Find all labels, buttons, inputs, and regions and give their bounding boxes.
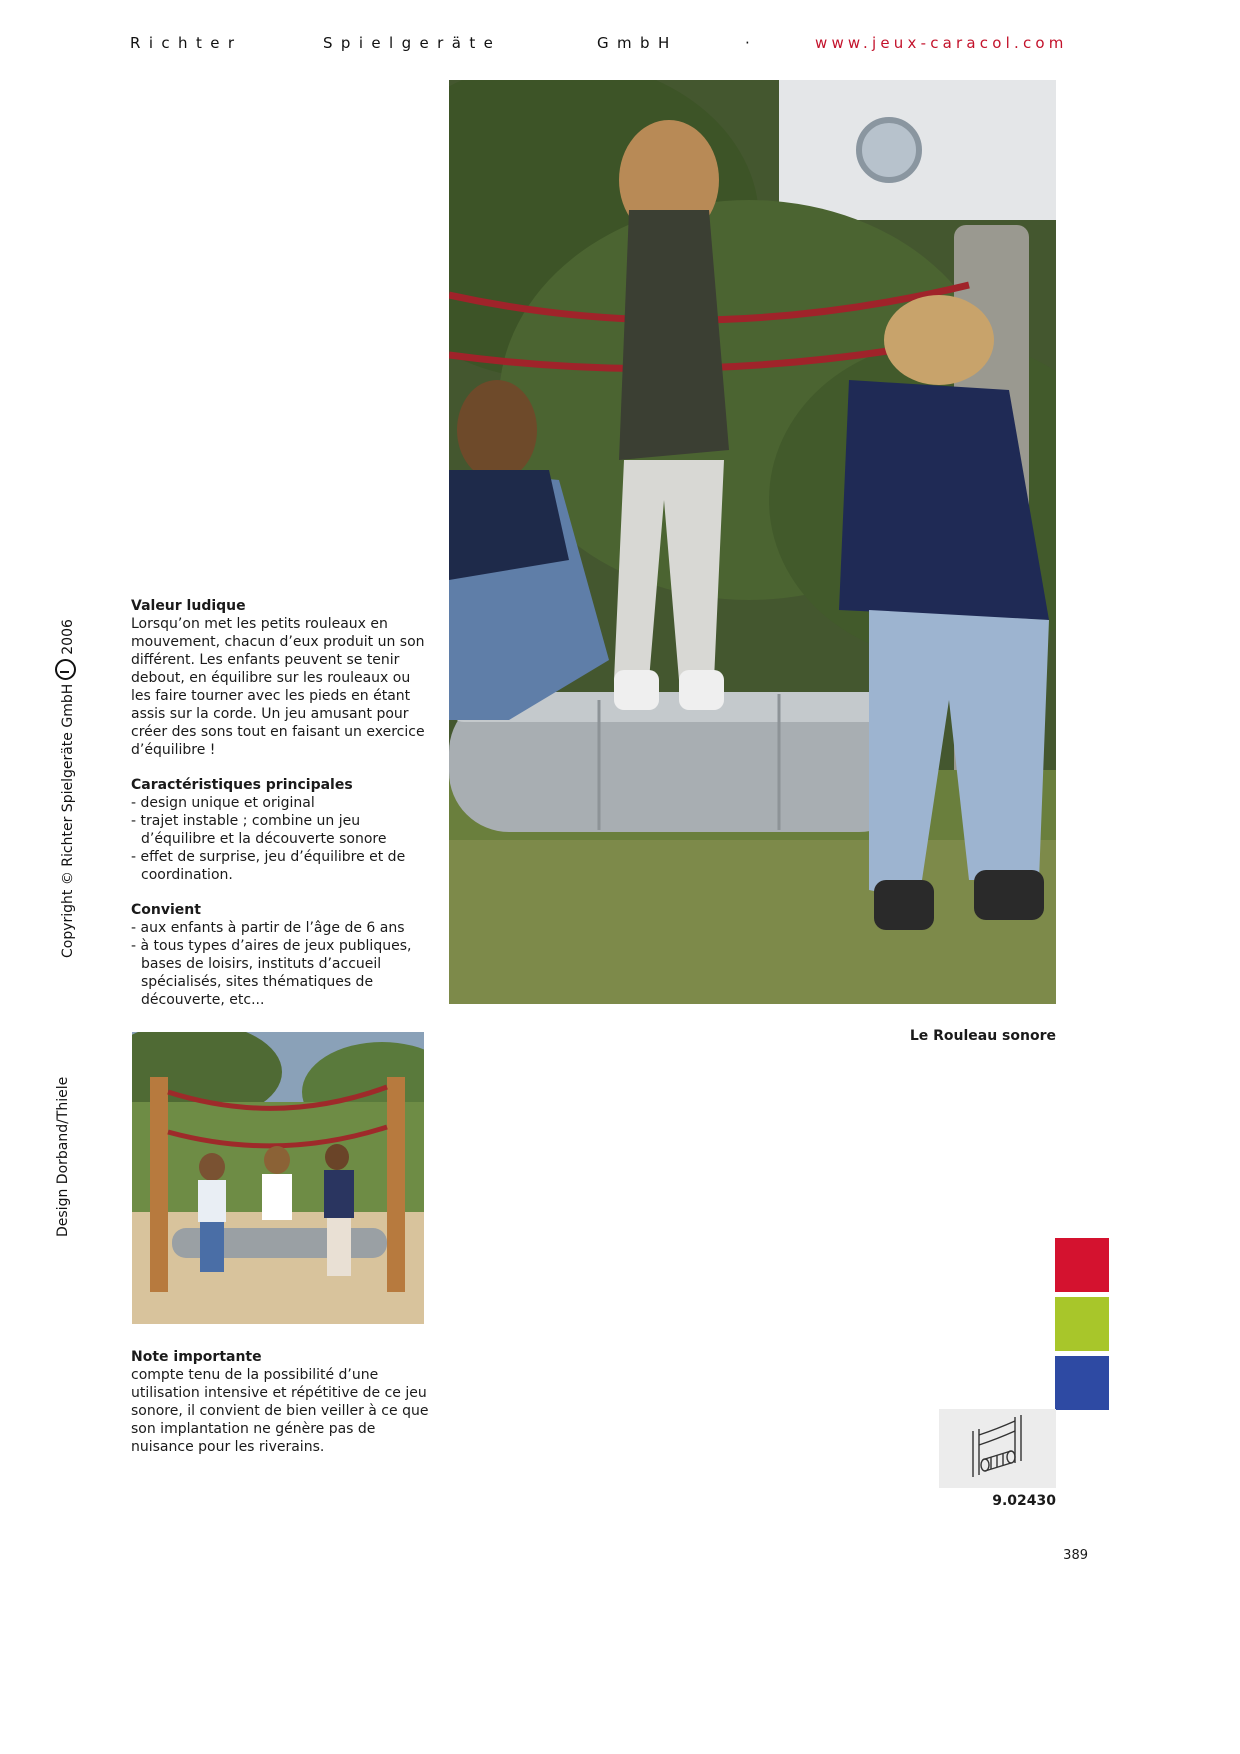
secondary-photo-illustration [132, 1032, 424, 1324]
list-item: - à tous types d’aires de jeux publiques, bases de loisirs, instituts d’accueil spécialisés, sites thématiques de découverte, etc... [131, 938, 412, 1008]
section-note-importante [131, 1348, 431, 1456]
richter-logo-icon [55, 659, 76, 680]
category-tab-red [1055, 1238, 1109, 1292]
header-company-richter: Richter [130, 34, 243, 52]
list-item: - aux enfants à partir de l’âge de 6 ans [131, 920, 405, 936]
header-company-spielgerate: Spielgeräte [323, 34, 502, 52]
section-valeur-ludique [131, 597, 431, 759]
list-item: - design unique et original [131, 795, 315, 811]
header-website-link[interactable]: www.jeux-caracol.com [815, 34, 1068, 52]
category-tab-blue [1055, 1356, 1109, 1410]
product-pictogram [939, 1409, 1056, 1488]
page-number: 389 [1063, 1548, 1088, 1563]
list-item: - effet de surprise, jeu d’équilibre et de coordination. [131, 849, 406, 883]
suitability-list [131, 919, 431, 1009]
header-separator: · [745, 34, 750, 52]
section-title: Note importante [131, 1349, 262, 1365]
main-photo-illustration [449, 80, 1056, 1004]
section-caracteristiques [131, 776, 431, 884]
section-title: Convient [131, 902, 201, 918]
section-text: compte tenu de la possibilité d’une utilisation intensive et répétitive de ce jeu sonore, il convient de bien veiller à ce que son implantation ne génère pas de nuisance pour les riverains. [131, 1367, 429, 1455]
copyright-year: 2006 [60, 619, 76, 655]
section-title: Caractéristiques principales [131, 777, 353, 793]
list-item: - trajet instable ; combine un jeu d’équilibre et la découverte sonore [131, 813, 387, 847]
photo-caption: Le Rouleau sonore [909, 1028, 1056, 1044]
section-title: Valeur ludique [131, 598, 246, 614]
section-convient [131, 901, 431, 1009]
category-tab-green [1055, 1297, 1109, 1351]
header-company-gmbh: GmbH [597, 34, 678, 52]
section-text: Lorsqu’on met les petits rouleaux en mouvement, chacun d’eux produit un son différent. Les enfants peuvent se tenir debout, en équilibre sur les rouleaux ou les faire tourner avec les pieds en étant assis sur la corde. Un jeu amusant pour créer des sons tout en faisant un exercice d’équilibre ! [131, 616, 425, 758]
main-product-photo [449, 80, 1056, 1004]
product-code: 9.02430 [992, 1493, 1056, 1509]
feature-list [131, 794, 431, 884]
secondary-product-photo [132, 1032, 424, 1324]
designer-credit: Design Dorband/Thiele [55, 1076, 71, 1237]
sound-roller-icon [939, 1409, 1056, 1488]
copyright-notice [55, 619, 76, 958]
copyright-text: Copyright © Richter Spielgeräte GmbH [60, 683, 76, 958]
